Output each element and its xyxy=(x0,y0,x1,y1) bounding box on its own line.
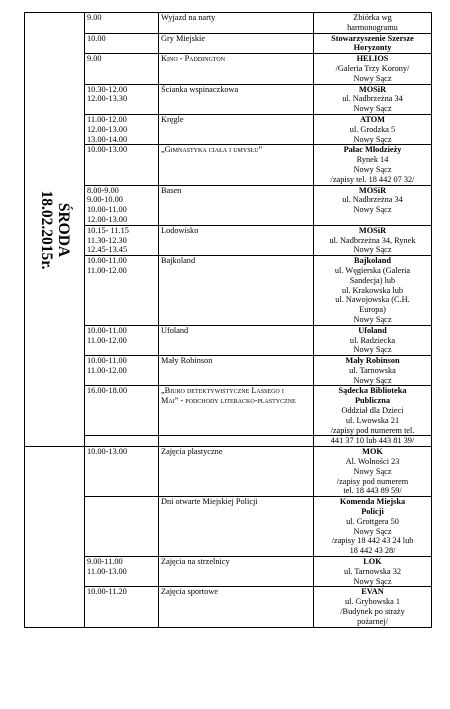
activity-cell xyxy=(159,447,314,497)
place-line: /zapisy pod numerem tel. xyxy=(330,425,415,435)
schedule-table xyxy=(24,12,432,628)
place-line: Bajkoland xyxy=(354,256,391,266)
activity-name: Bajkoland xyxy=(161,256,196,266)
time-value: 9.00 xyxy=(87,54,102,64)
place-line: Nowy Sącz xyxy=(353,164,392,174)
table-row xyxy=(25,386,432,436)
time-value: 10.00-11.00 xyxy=(87,205,127,215)
place-cell xyxy=(314,225,432,255)
time-cell xyxy=(85,386,159,436)
place-line: Nowy Sącz xyxy=(353,73,392,83)
place-cell xyxy=(314,386,432,436)
place-line: Nowy Sącz xyxy=(353,205,392,215)
table-row xyxy=(25,225,432,255)
activity-cell xyxy=(159,325,314,355)
place-line: Ufoland xyxy=(358,325,387,335)
place-cell xyxy=(314,436,432,447)
place-line: ul. Tarnowska 32 xyxy=(343,566,402,576)
table-row xyxy=(25,13,432,34)
time-value: 10.00-11.00 xyxy=(87,256,127,266)
place-line: ul. Nadbrzeżna 34 xyxy=(342,94,403,104)
place-line: LOK xyxy=(363,557,382,567)
place-cell xyxy=(314,497,432,557)
activity-cell xyxy=(159,145,314,185)
time-value: 10.00 xyxy=(87,33,106,43)
place-line: Sandecja) lub xyxy=(349,275,396,285)
place-line: HELIOS xyxy=(356,54,389,64)
place-line: ATOM xyxy=(359,114,386,124)
place-line: /Galeria Trzy Korony/ xyxy=(335,63,410,73)
place-line: Nowy Sącz xyxy=(353,526,392,536)
place-line: Nowy Sącz xyxy=(353,375,392,385)
time-value: 16.00-18.00 xyxy=(87,386,128,396)
time-cell xyxy=(85,256,159,326)
place-line: ul. Węgierska (Galeria xyxy=(334,265,411,275)
place-line: Oddział dla Dzieci xyxy=(341,406,404,416)
place-line: Nowy Sącz xyxy=(353,245,392,255)
place-line: ul. Krakowska lub xyxy=(341,285,404,295)
time-cell xyxy=(85,356,159,386)
place-line: Mały Robinson xyxy=(345,356,400,366)
day-date: 18.02.2015r. xyxy=(38,190,55,270)
place-line: ul. Nadbrzeżna 34, Rynek xyxy=(329,235,416,245)
table-row xyxy=(25,497,432,557)
activity-name: „Gimnastyka ciała i umysłu” xyxy=(161,145,263,155)
time-value: 12.00-13.00 xyxy=(87,124,128,134)
table-row xyxy=(25,325,432,355)
activity-name: Ufoland xyxy=(161,325,189,335)
table-row xyxy=(25,114,432,144)
place-cell xyxy=(314,54,432,84)
activity-cell xyxy=(159,185,314,225)
place-cell xyxy=(314,145,432,185)
time-cell xyxy=(85,33,159,54)
place-line: Zbiórka wg xyxy=(353,13,392,22)
activity-name: Kino - Paddington xyxy=(161,54,226,64)
time-value: 11.30-12.30 xyxy=(87,235,127,245)
table-row xyxy=(25,54,432,84)
activity-cell xyxy=(159,497,314,557)
activity-cell xyxy=(159,13,314,34)
activity-name: Zajęcia sportowe xyxy=(161,587,218,597)
day-name: ŚRODA xyxy=(55,202,72,257)
place-line: Pałac Młodzieży xyxy=(343,145,402,155)
place-line: ul. Tarnowska xyxy=(349,365,396,375)
time-value: 10.00-11.20 xyxy=(87,587,127,597)
place-cell xyxy=(314,13,432,34)
place-line: 441 37 10 lub 443 81 39/ xyxy=(330,436,415,446)
time-value: 9.00 xyxy=(87,13,102,22)
table-row xyxy=(25,84,432,114)
place-cell xyxy=(314,587,432,627)
place-line: Nowy Sącz xyxy=(353,466,392,476)
activity-name: Zajęcia na strzelnicy xyxy=(161,557,230,567)
time-value: 11.00-12.00 xyxy=(87,365,127,375)
place-line: ul. Radziecka xyxy=(349,335,396,345)
place-cell xyxy=(314,185,432,225)
place-line: tel. 18 443 89 59/ xyxy=(343,486,402,496)
place-cell xyxy=(314,114,432,144)
place-line: MOK xyxy=(362,447,383,457)
activity-cell xyxy=(159,225,314,255)
time-cell xyxy=(85,436,159,447)
activity-cell xyxy=(159,256,314,326)
activity-cell xyxy=(159,54,314,84)
place-line: /zapisy tel. 18 442 07 32/ xyxy=(330,174,415,184)
place-line: harmonogramu xyxy=(347,22,398,32)
place-line: MOSiR xyxy=(358,84,387,94)
activity-name: Lodowisko xyxy=(161,225,199,235)
activity-name: Gry Miejskie xyxy=(161,33,206,43)
activity-name: Wyjazd na narty xyxy=(161,13,216,22)
place-line: /zapisy 18 442 43 24 lub xyxy=(331,536,414,546)
activity-name: Kręgle xyxy=(161,114,184,124)
table-row xyxy=(25,185,432,225)
time-value: 13.00-14.00 xyxy=(87,134,128,144)
activity-name: Zajęcia plastyczne xyxy=(161,447,223,457)
activity-name: Dni otwarte Miejskiej Policji xyxy=(161,497,258,507)
time-cell xyxy=(85,587,159,627)
activity-cell xyxy=(159,84,314,114)
place-line: Europa) xyxy=(359,305,386,315)
place-line: Publiczna xyxy=(354,396,391,406)
time-cell xyxy=(85,145,159,185)
place-line: Nowy Sącz xyxy=(353,576,392,586)
time-value: 11.00-13.00 xyxy=(87,566,127,576)
time-value: 10.00-13.00 xyxy=(87,145,128,155)
place-line: Nowy Sącz xyxy=(353,345,392,355)
place-line: Nowy Sącz xyxy=(353,104,392,114)
activity-name: Mały Robinson xyxy=(161,356,213,366)
time-value: 10.15- 11.15 xyxy=(87,225,129,235)
activity-name: Basen xyxy=(161,185,182,195)
place-line: Horyzonty xyxy=(353,43,392,53)
place-line: Nowy Sącz xyxy=(353,314,392,324)
day-cell-continued xyxy=(25,447,85,627)
place-line: Al. Wolności 23 xyxy=(345,457,400,467)
table-row xyxy=(25,256,432,326)
place-line: MOSiR xyxy=(358,225,387,235)
time-cell xyxy=(85,447,159,497)
place-line: pożarnej/ xyxy=(357,616,388,626)
place-cell xyxy=(314,447,432,497)
place-line: EVAN xyxy=(361,587,384,597)
time-cell xyxy=(85,557,159,587)
place-line: /Budynek po straży xyxy=(340,607,405,617)
activity-name: „Biuro detektywistyczne Lassego i xyxy=(161,386,284,396)
place-line: /zapisy pod numerem xyxy=(336,476,409,486)
place-line: Rynek 14 xyxy=(356,155,389,165)
time-value: 11.00-12.00 xyxy=(87,265,127,275)
time-cell xyxy=(85,325,159,355)
time-cell xyxy=(85,54,159,84)
time-value: 10.30-12.00 xyxy=(87,84,128,94)
time-value: 8.00-9.00 xyxy=(87,185,119,195)
time-value: 11.00-12.00 xyxy=(87,114,127,124)
table-row xyxy=(25,587,432,627)
place-cell xyxy=(314,325,432,355)
place-line: ul. Lwowska 21 xyxy=(345,415,400,425)
place-line: ul. Grybowska 1 xyxy=(344,597,401,607)
day-cell xyxy=(25,13,85,447)
table-row xyxy=(25,557,432,587)
time-value: 12.00-13.30 xyxy=(87,94,128,104)
place-cell xyxy=(314,356,432,386)
activity-name: Mai” - podchody literacko-plastyczne xyxy=(161,396,296,406)
time-cell xyxy=(85,13,159,34)
activity-cell xyxy=(159,436,314,447)
place-cell xyxy=(314,256,432,326)
time-value: 9.00-11.00 xyxy=(87,557,123,567)
place-line: 18 442 43 28/ xyxy=(349,546,396,556)
time-value: 9.00-10.00 xyxy=(87,195,123,205)
place-line: ul. Nadbrzeżna 34 xyxy=(342,195,403,205)
time-value: 10.00-11.00 xyxy=(87,356,127,366)
time-value: 11.00-12.00 xyxy=(87,335,127,345)
place-line: Policji xyxy=(361,507,384,517)
activity-cell xyxy=(159,386,314,436)
table-row xyxy=(25,436,432,447)
time-cell xyxy=(85,114,159,144)
place-line: Komenda Miejska xyxy=(339,497,406,507)
table-row xyxy=(25,145,432,185)
place-line: MOSiR xyxy=(358,185,387,195)
place-line: Nowy Sącz xyxy=(353,134,392,144)
place-cell xyxy=(314,557,432,587)
activity-cell xyxy=(159,557,314,587)
time-cell xyxy=(85,497,159,557)
place-line: Stowarzyszenie Szersze xyxy=(331,33,414,43)
activity-cell xyxy=(159,356,314,386)
time-cell xyxy=(85,185,159,225)
place-cell xyxy=(314,33,432,54)
activity-cell xyxy=(159,587,314,627)
time-cell xyxy=(85,84,159,114)
activity-name: Ścianka wspinaczkowa xyxy=(161,84,239,94)
table-row xyxy=(25,33,432,54)
place-cell xyxy=(314,84,432,114)
schedule-body xyxy=(25,13,432,628)
time-value: 12.00-13.00 xyxy=(87,214,128,224)
place-line: Sądecka Biblioteka xyxy=(338,386,407,396)
place-line: ul. Grottgera 50 xyxy=(346,516,399,526)
time-value: 12.45-13.45 xyxy=(87,245,128,255)
place-line: ul. Nawojowska (C.H. xyxy=(335,295,410,305)
day-label xyxy=(38,190,72,269)
time-cell xyxy=(85,225,159,255)
table-row xyxy=(25,447,432,497)
time-value: 10.00-13.00 xyxy=(87,447,128,457)
activity-cell xyxy=(159,114,314,144)
activity-cell xyxy=(159,33,314,54)
table-row xyxy=(25,356,432,386)
time-value: 10.00-11.00 xyxy=(87,325,127,335)
place-line: ul. Grodzka 5 xyxy=(349,124,396,134)
